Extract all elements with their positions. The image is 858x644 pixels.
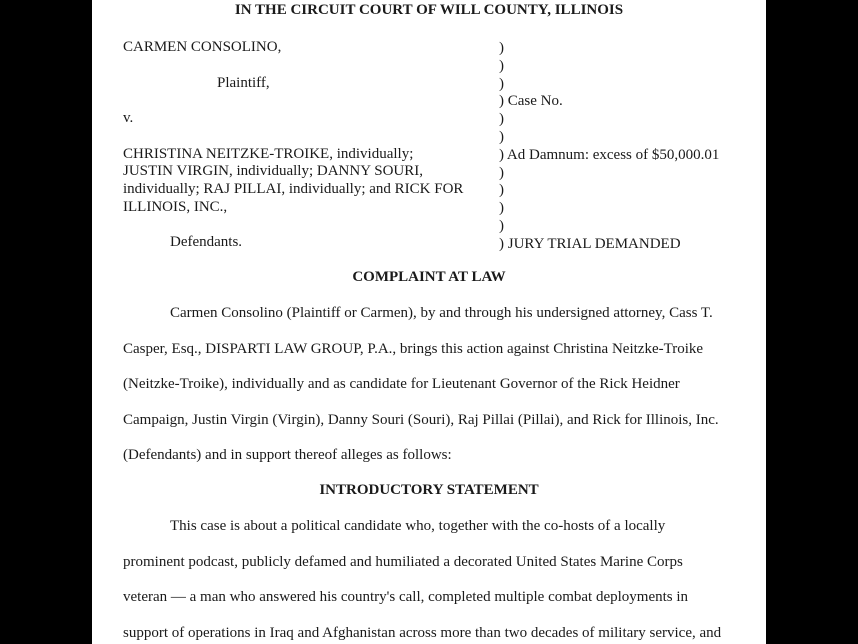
complaint-line: Carmen Consolino (Plaintiff or Carmen), by and through his undersigned attorney, Cass T. (170, 305, 713, 321)
complaint-line: (Neitzke-Troike), individually and as candidate for Lieutenant Governor of the Rick Heidner (123, 376, 680, 392)
caption-right-line: ) (499, 75, 504, 92)
caption-right-line: ) (499, 164, 504, 181)
defendant-line: CHRISTINA NEITZKE-TROIKE, individually; (123, 146, 414, 162)
caption-right-column (499, 40, 729, 254)
complaint-line: (Defendants) and in support thereof alleges as follows: (123, 447, 452, 463)
intro-line: veteran — a man who answered his country's call, completed multiple combat deployments in (123, 589, 689, 605)
document-page (92, 0, 766, 644)
caption-right-line: ) (499, 182, 504, 199)
intro-line: prominent podcast, publicly defamed and humiliated a decorated United States Marine Corps (123, 554, 683, 570)
caption-right-line: ) (499, 57, 504, 74)
case-number-line: ) Case No. (499, 93, 563, 110)
plaintiff-label: Plaintiff, (217, 75, 270, 91)
caption-right-line: ) (499, 128, 504, 145)
intro-line: support of operations in Iraq and Afghanistan across more than two decades of military service, and (123, 625, 722, 641)
intro-heading: INTRODUCTORY STATEMENT (319, 482, 539, 498)
complaint-heading: COMPLAINT AT LAW (352, 269, 506, 285)
complaint-line: Campaign, Justin Virgin (Virgin), Danny Souri (Souri), Raj Pillai (Pillai), and Rick for Illinois, Inc. (123, 412, 719, 428)
intro-line: This case is about a political candidate who, together with the co-hosts of a locally (170, 518, 666, 534)
caption-right-line: ) (499, 111, 504, 128)
plaintiff-name: CARMEN CONSOLINO, (123, 39, 282, 55)
caption-right-line: ) (499, 217, 504, 234)
caption-right-line: ) (499, 200, 504, 217)
complaint-line: Casper, Esq., DISPARTI LAW GROUP, P.A., brings this action against Christina Neitzke-Troike (123, 341, 704, 357)
defendant-line: ILLINOIS, INC., (123, 199, 228, 215)
defendants-label: Defendants. (170, 234, 243, 250)
caption-right-line: ) (499, 40, 504, 56)
defendant-line: JUSTIN VIRGIN, individually; DANNY SOURI, (123, 163, 423, 179)
court-title: IN THE CIRCUIT COURT OF WILL COUNTY, ILLINOIS (234, 2, 624, 18)
jury-trial-line: ) JURY TRIAL DEMANDED (499, 235, 681, 252)
versus: v. (123, 110, 134, 126)
defendant-line: individually; RAJ PILLAI, individually; and RICK FOR (123, 181, 464, 197)
ad-damnum-line: ) Ad Damnum: excess of $50,000.01 (499, 146, 720, 163)
